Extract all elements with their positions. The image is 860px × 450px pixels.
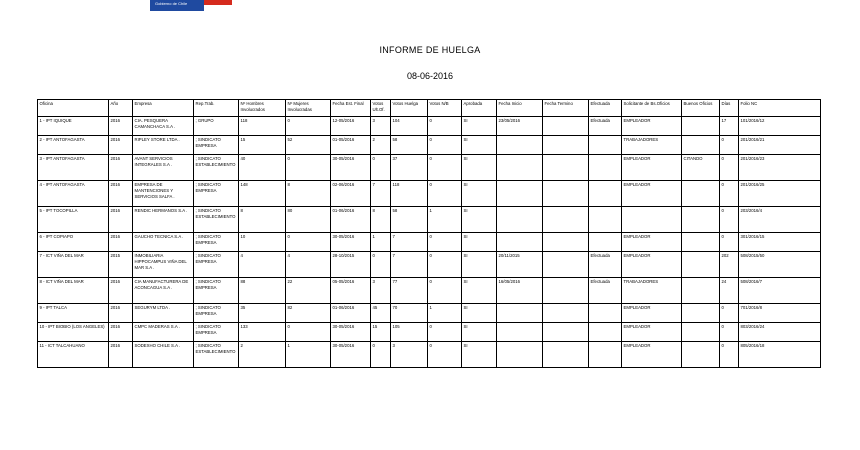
table-cell: CIA MANUFACTURERA DE ACONCAGUA S.A . (133, 278, 194, 304)
table-cell: 8 (286, 181, 331, 207)
table-cell: 101/2016/12 (739, 117, 821, 136)
table-cell: ; SINDICATO ESTABLECIMIENTO (194, 342, 239, 368)
table-cell (682, 252, 720, 278)
table-cell: 2016 (109, 278, 133, 304)
table-cell: 701/2016/8 (739, 304, 821, 323)
table-cell: 0 (286, 323, 331, 342)
report-title: INFORME DE HUELGA (379, 45, 481, 55)
table-cell: 88 (239, 278, 286, 304)
table-cell: Efectuada (589, 117, 622, 136)
table-cell: 15 (239, 136, 286, 155)
table-cell: 0 (428, 136, 462, 155)
table-cell: 201/2016/21 (739, 136, 821, 155)
table-cell (589, 323, 622, 342)
table-cell: 2 (371, 136, 391, 155)
table-cell (543, 233, 589, 252)
column-header: Votos N/B (428, 100, 462, 117)
table-row (38, 278, 821, 304)
table-cell (497, 207, 543, 233)
table-cell (497, 323, 543, 342)
table-cell (543, 304, 589, 323)
table-cell: 201/2016/23 (739, 155, 821, 181)
table-cell: ; SINDICATO EMPRESA (194, 278, 239, 304)
table-cell: ; SINDICATO EMPRESA (194, 136, 239, 155)
table-cell: 22 (286, 278, 331, 304)
table-cell (497, 136, 543, 155)
table-cell: EMPLEADOR (622, 323, 682, 342)
table-cell: 52 (286, 136, 331, 155)
table-cell: 148 (239, 181, 286, 207)
table-cell: 77 (391, 278, 428, 304)
table-cell: Efectuada (589, 252, 622, 278)
table-cell: 11 - ICT TALCAHUANO (38, 342, 109, 368)
table-cell: 82 (286, 304, 331, 323)
table-cell: 0 (428, 181, 462, 207)
table-cell: 2016 (109, 117, 133, 136)
table-cell (497, 155, 543, 181)
column-header: Votos Huelga (391, 100, 428, 117)
column-header: Nº Hombres Involucrados (239, 100, 286, 117)
table-cell: TRABAJADORES (622, 136, 682, 155)
table-cell: 118 (239, 117, 286, 136)
table-cell: 15 (371, 323, 391, 342)
column-header: Folio NC (739, 100, 821, 117)
table-cell: 0 (428, 323, 462, 342)
table-cell: 45 (371, 304, 391, 323)
table-cell: 1 (428, 304, 462, 323)
column-header: Nº Mujeres Involucradas (286, 100, 331, 117)
table-cell: 0 (428, 117, 462, 136)
government-logo-accent (204, 0, 232, 5)
table-cell: SI (462, 207, 497, 233)
table-cell: 0 (720, 304, 739, 323)
table-cell: 6 - IPT COPIAPO (38, 233, 109, 252)
table-cell: EMPLEADOR (622, 155, 682, 181)
table-cell (497, 233, 543, 252)
column-header: Año (109, 100, 133, 117)
column-header: Votos Ult.Of. (371, 100, 391, 117)
table-cell: 104 (391, 117, 428, 136)
table-row (38, 181, 821, 207)
table-cell: 0 (720, 207, 739, 233)
table-cell: 1 (428, 207, 462, 233)
table-cell: EMPLEADOR (622, 304, 682, 323)
table-row (38, 252, 821, 278)
table-cell: 2016 (109, 136, 133, 155)
column-header: Fecha Est. Final (331, 100, 371, 117)
table-cell: 0 (720, 155, 739, 181)
column-header: Solicitante de Bs.Oficios (622, 100, 682, 117)
table-cell: SEGURYM LTDA . (133, 304, 194, 323)
table-row (38, 304, 821, 323)
table-cell: 118 (391, 181, 428, 207)
strike-report-table (37, 99, 821, 368)
table-cell: 0 (720, 181, 739, 207)
table-cell: 40 (239, 155, 286, 181)
table-cell: 2 - IPT ANTOFAGASTA (38, 136, 109, 155)
table-cell: 1 - IPT IQUIQUE (38, 117, 109, 136)
table-cell (543, 155, 589, 181)
table-cell: SI (462, 304, 497, 323)
table-cell: Efectuada (589, 278, 622, 304)
table-cell: ; SINDICATO ESTABLECIMIENTO (194, 155, 239, 181)
table-cell: 58 (391, 136, 428, 155)
table-cell: 201/2016/25 (739, 181, 821, 207)
table-cell: 0 (371, 252, 391, 278)
table-cell: 5 - IPT TOCOPILLA (38, 207, 109, 233)
table-cell (589, 207, 622, 233)
table-cell (682, 207, 720, 233)
column-header: Fecha Inicio (497, 100, 543, 117)
table-cell: CIA. PESQUERA CAMANCHACA S.A . (133, 117, 194, 136)
table-cell: 17 (720, 117, 739, 136)
table-cell (497, 342, 543, 368)
table-cell: 0 (720, 136, 739, 155)
table-cell: 28-10/2015 (331, 252, 371, 278)
table-cell (589, 181, 622, 207)
table-cell: 2016 (109, 342, 133, 368)
table-cell: 805/2016/18 (739, 342, 821, 368)
table-cell: 30-05/2016 (331, 342, 371, 368)
table-cell (589, 342, 622, 368)
table-cell: 0 (720, 233, 739, 252)
table-cell: 2016 (109, 155, 133, 181)
table-cell: 202 (720, 252, 739, 278)
column-header: Rep.Trab. (194, 100, 239, 117)
table-cell: 2016 (109, 304, 133, 323)
table-row (38, 233, 821, 252)
table-cell: 203/2016/4 (739, 207, 821, 233)
table-cell: 05-05/2016 (331, 278, 371, 304)
table-cell: 7 - ICT VIÑA DEL MAR (38, 252, 109, 278)
table-cell: 58 (391, 207, 428, 233)
table-cell (682, 278, 720, 304)
table-cell: 0 (428, 252, 462, 278)
table-cell (543, 252, 589, 278)
table-cell: 20/11/2015 (497, 252, 543, 278)
table-cell: RIPLEY STORE LTDA . (133, 136, 194, 155)
table-row (38, 323, 821, 342)
table-cell: 133 (239, 323, 286, 342)
table-row (38, 342, 821, 368)
table-cell: 2016 (109, 181, 133, 207)
table-row (38, 207, 821, 233)
table-cell: 0 (371, 342, 391, 368)
table-cell: CMPC MADERAS S.A . (133, 323, 194, 342)
table-cell: RENDIC HERMANOS S.A . (133, 207, 194, 233)
table-cell (682, 117, 720, 136)
table-cell (543, 207, 589, 233)
table-cell: 12-05/2016 (331, 117, 371, 136)
column-header: Buenos Oficios (682, 100, 720, 117)
column-header: Días (720, 100, 739, 117)
table-cell: ; SINDICATO EMPRESA (194, 323, 239, 342)
table-cell: ; SINDICATO EMPRESA (194, 252, 239, 278)
table-cell: 301/2016/15 (739, 233, 821, 252)
table-cell: 2016 (109, 207, 133, 233)
table-cell (543, 181, 589, 207)
table-cell: ; SINDICATO EMPRESA (194, 304, 239, 323)
table-cell: 16/05/2016 (497, 278, 543, 304)
table-cell: 0 (428, 278, 462, 304)
table-cell: 35 (239, 304, 286, 323)
table-cell: 10 - IPT BIOBIO (LOS ANGELES) (38, 323, 109, 342)
table-cell: 10 (239, 233, 286, 252)
table-cell: 70 (391, 304, 428, 323)
table-cell: 02-06/2016 (331, 181, 371, 207)
table-row (38, 155, 821, 181)
table-cell: 3 (391, 342, 428, 368)
table-cell: 8 (239, 207, 286, 233)
column-header: Fecha Termino (543, 100, 589, 117)
table-cell: SI (462, 323, 497, 342)
table-cell: SI (462, 181, 497, 207)
table-cell (543, 323, 589, 342)
table-cell: 2015 (109, 252, 133, 278)
table-cell: 2016 (109, 323, 133, 342)
column-header: Empresa (133, 100, 194, 117)
table-cell (682, 304, 720, 323)
table-cell: 105 (391, 323, 428, 342)
table-cell: 23/05/2016 (497, 117, 543, 136)
table-cell: SI (462, 155, 497, 181)
table-cell: SODEXHO CHILE S.A . (133, 342, 194, 368)
table-cell: CITANDO (682, 155, 720, 181)
table-cell: EMPLEADOR (622, 252, 682, 278)
table-header-row (38, 100, 821, 117)
table-cell: 0 (286, 233, 331, 252)
report-date: 08-06-2016 (406, 71, 454, 81)
table-cell: 0 (286, 155, 331, 181)
table-cell (682, 136, 720, 155)
table-cell: EMPLEADOR (622, 117, 682, 136)
table-cell: GAUCHO TECNICA S.A . (133, 233, 194, 252)
table-cell (543, 278, 589, 304)
table-cell: 01-06/2016 (331, 207, 371, 233)
table-cell: 0 (428, 342, 462, 368)
table-cell: 0 (428, 233, 462, 252)
table-cell: 8 (371, 207, 391, 233)
table-cell (682, 342, 720, 368)
table-cell: ; SINDICATO EMPRESA (194, 181, 239, 207)
table-cell: 0 (720, 323, 739, 342)
table-cell: 0 (371, 155, 391, 181)
table-row (38, 136, 821, 155)
table-cell: 803/2016/24 (739, 323, 821, 342)
table-cell: 01-05/2016 (331, 136, 371, 155)
table-cell: 4 (239, 252, 286, 278)
table-cell: 37 (391, 155, 428, 181)
table-cell (589, 155, 622, 181)
table-cell (543, 136, 589, 155)
table-cell: 2016 (109, 233, 133, 252)
table-cell: ; SINDICATO ESTABLECIMIENTO (194, 207, 239, 233)
table-cell: 8 - ICT VIÑA DEL MAR (38, 278, 109, 304)
table-cell: 30-05/2016 (331, 155, 371, 181)
government-label: Gobierno de Chile (155, 1, 188, 6)
table-cell (622, 207, 682, 233)
table-cell: 0 (286, 117, 331, 136)
table-cell: 2 (239, 342, 286, 368)
column-header: Oficina (38, 100, 109, 117)
table-cell (682, 233, 720, 252)
table-cell (589, 304, 622, 323)
table-cell (682, 181, 720, 207)
table-row (38, 117, 821, 136)
column-header: Efectuada (589, 100, 622, 117)
table-cell: SI (462, 117, 497, 136)
table-cell (497, 304, 543, 323)
table-cell: 508/2016/7 (739, 278, 821, 304)
table-cell: 7 (391, 252, 428, 278)
table-cell (682, 323, 720, 342)
table-cell: 01-06/2016 (331, 304, 371, 323)
column-header: Aprobada (462, 100, 497, 117)
table-cell: 24 (720, 278, 739, 304)
table-cell (543, 117, 589, 136)
table-cell: 30-05/2016 (331, 323, 371, 342)
table-cell: EMPLEADOR (622, 233, 682, 252)
table-cell: SI (462, 233, 497, 252)
table-cell: ; GRUPO (194, 117, 239, 136)
table-cell: 7 (391, 233, 428, 252)
table-cell: 508/2015/50 (739, 252, 821, 278)
table-cell: TRABAJADORES (622, 278, 682, 304)
table-cell: 3 (371, 117, 391, 136)
table-cell: ; SINDICATO EMPRESA (194, 233, 239, 252)
table-cell: SI (462, 252, 497, 278)
table-cell: 0 (720, 342, 739, 368)
table-cell: SI (462, 278, 497, 304)
table-cell: AVANT SERVICIOS INTEGRALES S.A . (133, 155, 194, 181)
table-cell: 30-05/2016 (331, 233, 371, 252)
table-cell: 4 - IPT ANTOFAGASTA (38, 181, 109, 207)
table-cell: 1 (286, 342, 331, 368)
table-cell: 3 - IPT ANTOFAGASTA (38, 155, 109, 181)
table-cell: 9 - IPT TALCA (38, 304, 109, 323)
table-cell: EMPLEADOR (622, 181, 682, 207)
table-cell: 4 (286, 252, 331, 278)
table-cell: 3 (371, 278, 391, 304)
table-cell: 7 (371, 181, 391, 207)
table-cell: EMPLEADOR (622, 342, 682, 368)
table-cell (589, 136, 622, 155)
table-cell: INMOBILIARIA HIPPOCAMPUS VIÑA DEL MAR S.A . (133, 252, 194, 278)
table-cell (543, 342, 589, 368)
table-cell: EMPRESA DE MANTENCIONES Y SERVICIOS SALFA . (133, 181, 194, 207)
table-cell (497, 181, 543, 207)
table-cell: 1 (371, 233, 391, 252)
table-cell: SI (462, 342, 497, 368)
table-cell (589, 233, 622, 252)
table-cell: SI (462, 136, 497, 155)
table-cell: 0 (428, 155, 462, 181)
table-cell: 80 (286, 207, 331, 233)
